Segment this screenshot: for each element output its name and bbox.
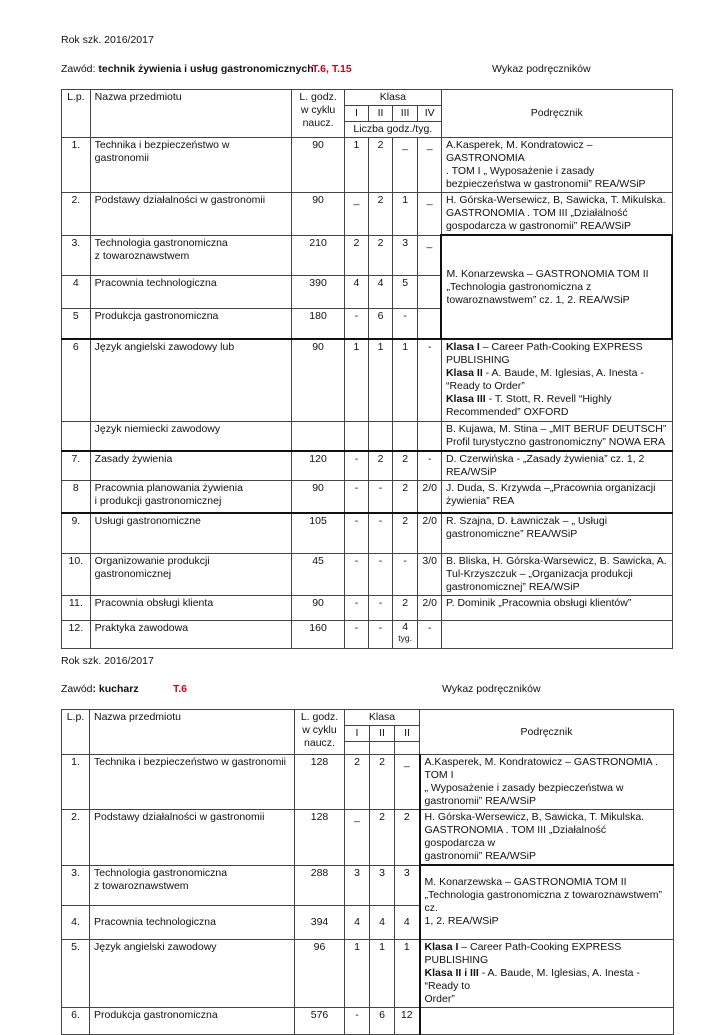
table-row: 3. Technologia gastronomiczna z towaroznawstwem 210 2 2 3 _ M. Konarzewska – GASTRONOMIA TOM II „Technologia gastronomiczna z towaroznawstwem” cz. 1, 2. REA/WSiP bbox=[62, 235, 673, 275]
table-row: 7. Zasady żywienia 120 - 2 2 - D. Czerwińska - „Zasady żywienia” cz. 1, 2 REA/WSiP bbox=[62, 451, 673, 481]
table-row: 6. Produkcja gastronomiczna 576 - 6 12 bbox=[62, 1007, 674, 1034]
profession-name: technik żywienia i usług gastronomicznych bbox=[98, 63, 314, 75]
english-book: Klasa I – Career Path-Cooking EXPRESS PUBLISHING Klasa II - A. Baude, M. Iglesias, A. Inesta - “Ready to Order” Klasa III - T. Stott, R. Revell “Highly Recommended” OXFORD bbox=[441, 339, 672, 421]
table-row: 3. Technologia gastronomiczna z towaroznawstwem 288 3 3 3 M. Konarzewska – GASTRONOMIA TOM II „Technologia gastronomiczna z towaroznawstwem” cz. 1, 2. REA/WSiP bbox=[62, 865, 674, 905]
merged-book-technology-2: M. Konarzewska – GASTRONOMIA TOM II „Technologia gastronomiczna z towaroznawstwem” cz. 1, 2. REA/WSiP bbox=[420, 865, 674, 939]
header-lp-2: L.p. bbox=[62, 710, 90, 755]
header-k3-2: II bbox=[395, 726, 420, 742]
table-row: 2. Podstawy działalności w gastronomii 90 _ 2 1 _ H. Górska-Wersewicz, B, Sawicka, T. Mikulska. GASTRONOMIA . TOM III „Działalność gospodarcza w gastronomii” REA/WSiP bbox=[62, 193, 673, 236]
header-per-week: Liczba godz./tyg. bbox=[344, 122, 441, 138]
table-row: 5. Język angielski zawodowy 96 1 1 1 Klasa I – Career Path-Cooking EXPRESS PUBLISHING Klasa II i III - A. Baude, M. Iglesias, A. Inesta - “Ready to Order” bbox=[62, 939, 674, 1007]
header-k1: I bbox=[344, 106, 369, 122]
table-row: 12. Praktyka zawodowa 160 - - 4 tyg. - bbox=[62, 620, 673, 648]
textbook-table-2 bbox=[61, 709, 674, 1035]
table-row: 1. Technika i bezpieczeństwo w gastronomii 128 2 2 _ A.Kasperek, M. Kondratowicz – GASTRONOMIA . TOM I „ Wyposażenie i zasady bezpieczeństwa w gastronomii” REA/WSiP bbox=[62, 755, 674, 810]
table-row: 1. Technika i bezpieczeństwo w gastronomii 90 1 2 _ _ A.Kasperek, M. Kondratowicz – GASTRONOMIA . TOM I „ Wyposażenie i zasady bezpieczeństwa w gastronomii” REA/WSiP bbox=[62, 138, 673, 193]
header-hours: L. godz. w cyklu naucz. bbox=[292, 90, 344, 138]
header-klasa: Klasa bbox=[344, 90, 441, 106]
header-subject-2: Nazwa przedmiotu bbox=[90, 710, 295, 755]
list-title: Wykaz podręczników bbox=[492, 63, 591, 75]
english-book-2: Klasa I – Career Path-Cooking EXPRESS PUBLISHING Klasa II i III - A. Baude, M. Iglesias, A. Inesta - “Ready to Order” bbox=[420, 939, 674, 1007]
header-k2-2: II bbox=[370, 726, 395, 742]
table-row: 8 Pracownia planowania żywienia i produkcji gastronomicznej 90 - - 2 2/0 J. Duda, S. Krzywda –„Pracownia organizacji żywienia” REA bbox=[62, 480, 673, 513]
table-row: 4. Pracownia technologiczna 394 4 4 4 bbox=[62, 905, 674, 939]
table-row: 11. Pracownia obsługi klienta 90 - - 2 2/0 P. Dominik „Pracownia obsługi klientów” bbox=[62, 595, 673, 620]
table-row: 9. Usługi gastronomiczne 105 - - 2 2/0 R. Szajna, D. Ławniczak – „ Usługi gastronomiczne” REA/WSiP bbox=[62, 513, 673, 553]
profession-name-2: : kucharz bbox=[92, 683, 139, 695]
table-row: 10. Organizowanie produkcji gastronomicznej 45 - - - 3/0 B. Bliska, H. Górska-Warsewicz, B. Sawicka, A. Tul-Krzyszczuk – „Organizacja produkcji gastronomicznej” REA/WSiP bbox=[62, 553, 673, 595]
table-row: 2. Podstawy działalności w gastronomii 128 _ 2 2 H. Górska-Wersewicz, B, Sawicka, T. Mikulska. GASTRONOMIA . TOM III „Działalność gospodarcza w gastronomii” REA/WSiP bbox=[62, 810, 674, 866]
textbook-table-1 bbox=[61, 89, 673, 649]
qualification-codes-2: T.6 bbox=[173, 683, 188, 695]
header-book-2: Podręcznik bbox=[420, 710, 674, 755]
header-k1-2: I bbox=[345, 726, 370, 742]
header-subject: Nazwa przedmiotu bbox=[90, 90, 292, 138]
header-k4: IV bbox=[418, 106, 442, 122]
school-year-2: Rok szk. 2016/2017 bbox=[61, 655, 154, 667]
profession-label-2: Zawód bbox=[61, 683, 93, 695]
school-year: Rok szk. 2016/2017 bbox=[61, 34, 154, 46]
list-title-2: Wykaz podręczników bbox=[442, 683, 541, 695]
header-hours-2: L. godz. w cyklu naucz. bbox=[295, 710, 345, 755]
profession-line-2 bbox=[61, 683, 139, 695]
header-book: Podręcznik bbox=[441, 90, 672, 138]
qualification-codes: T.6, T.15 bbox=[312, 63, 352, 75]
header-klasa-2: Klasa bbox=[345, 710, 420, 726]
profession-line bbox=[61, 63, 314, 75]
header-k2: II bbox=[369, 106, 393, 122]
table-row: Język niemiecki zawodowy B. Kujawa, M. Stina – „MIT BERUF DEUTSCH” Profil turystyczno gastronomiczny” NOWA ERA bbox=[62, 421, 673, 451]
table-row: 5 Produkcja gastronomiczna 180 - 6 - bbox=[62, 308, 673, 339]
header-lp: L.p. bbox=[62, 90, 91, 138]
table-row: 4 Pracownia technologiczna 390 4 4 5 bbox=[62, 275, 673, 308]
table-row: 6 Język angielski zawodowy lub 90 1 1 1 - Klasa I – Career Path-Cooking EXPRESS PUBLISHING Klasa II - A. Baude, M. Iglesias, A. Inesta - “Ready to Order” Klasa III - T. Stott, R. Revell “Highly Recommended” OXFORD bbox=[62, 339, 673, 421]
profession-label: Zawód: bbox=[61, 63, 99, 75]
merged-book-technology: M. Konarzewska – GASTRONOMIA TOM II „Technologia gastronomiczna z towaroznawstwem” cz. 1, 2. REA/WSiP bbox=[441, 235, 672, 339]
header-k3: III bbox=[392, 106, 418, 122]
